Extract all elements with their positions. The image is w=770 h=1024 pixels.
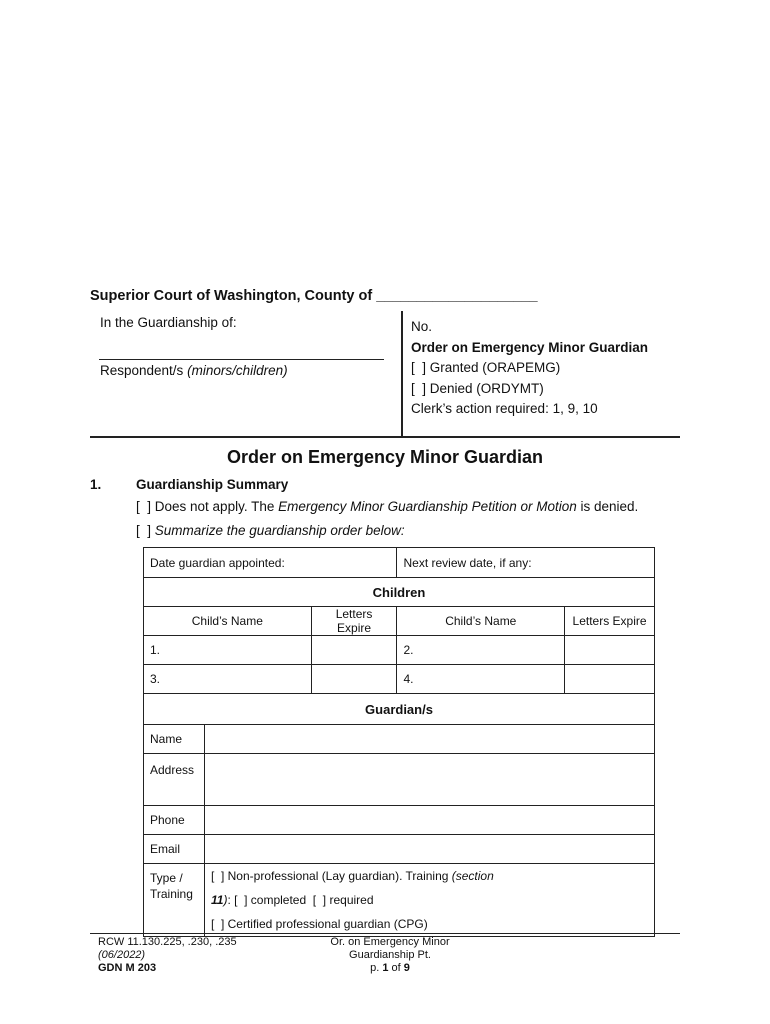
summarize-option[interactable] (136, 523, 405, 538)
next-review-cell[interactable]: Next review date, if any: (397, 548, 655, 578)
footer-center (300, 936, 480, 975)
respondent-name-line[interactable] (99, 359, 384, 360)
email-label: Email (144, 835, 205, 864)
child-1-expire-cell[interactable] (311, 636, 397, 665)
section-ref-number: 11 (210, 893, 224, 907)
type-training-label (144, 864, 205, 937)
child-3-expire-cell[interactable] (311, 665, 397, 694)
court-heading (90, 288, 538, 304)
dates-row (144, 548, 655, 578)
page-total: 9 (403, 962, 410, 974)
guardian-name-row (144, 725, 655, 754)
footer-date: (06/2022) (98, 949, 146, 961)
caption-right (411, 317, 648, 420)
training-status-options[interactable]: : [ ] completed [ ] required (227, 893, 374, 907)
caption-doc-title: Order on Emergency Minor Guardian (411, 339, 649, 355)
section-heading: Guardianship Summary (136, 477, 289, 492)
section-ref-close: ) (223, 893, 228, 907)
child-4-cell[interactable]: 4. (397, 665, 565, 694)
guardian-address-field[interactable] (204, 754, 654, 806)
summarize-text: Summarize the guardianship order below: (151, 523, 405, 538)
case-caption (90, 311, 680, 437)
does-not-apply-text: Does not apply. The (151, 499, 279, 514)
guardian-name-field[interactable] (204, 725, 654, 754)
caption-bottom-rule (90, 436, 680, 438)
footer-left (98, 936, 237, 975)
training-label: Training (150, 887, 193, 901)
does-not-apply-checkbox[interactable]: [ ] (136, 499, 152, 514)
footer-short-title-2: Guardianship Pt. (349, 949, 431, 961)
section-number: 1. (90, 477, 102, 492)
footer-form-number: GDN M 203 (98, 962, 157, 974)
footer-short-title-1: Or. on Emergency Minor (330, 936, 450, 948)
phone-label: Phone (144, 806, 205, 835)
guardian-type-field (204, 864, 654, 937)
page-prefix: p. (370, 962, 383, 974)
footer-rcw: RCW 11.130.225, .230, .235 (98, 936, 237, 948)
guardian-email-row (144, 835, 655, 864)
child-2-expire-cell[interactable] (565, 636, 655, 665)
denied-text: is denied. (576, 499, 639, 514)
guardians-header: Guardian/s (144, 694, 655, 725)
caption-divider (401, 311, 403, 437)
children-row-2 (144, 665, 655, 694)
guardian-email-field[interactable] (204, 835, 654, 864)
denied-checkbox[interactable]: [ ] Denied (ORDYMT) (411, 380, 544, 396)
respondent-label-text: Respondent/s (100, 363, 184, 378)
children-header-row (144, 578, 655, 607)
does-not-apply-option[interactable] (136, 499, 638, 514)
petition-name: Emergency Minor Guardianship Petition or Motion (278, 499, 577, 514)
guardian-phone-field[interactable] (204, 806, 654, 835)
document-title: Order on Emergency Minor Guardian (226, 447, 544, 467)
lay-guardian-text: [ ] Non-professional (Lay guardian). Training (210, 869, 452, 883)
respondent-note: (minors/children) (187, 363, 288, 378)
child-3-cell[interactable]: 3. (144, 665, 312, 694)
section-ref-open: (section (451, 869, 494, 883)
child-name-header-2: Child’s Name (397, 607, 565, 636)
address-label: Address (144, 754, 205, 806)
guardian-type-row (144, 864, 655, 937)
child-4-expire-cell[interactable] (565, 665, 655, 694)
children-row-1 (144, 636, 655, 665)
case-number-label: No. (411, 319, 433, 334)
footer-page-number (300, 962, 480, 975)
guardian-address-row (144, 754, 655, 806)
guardian-phone-row (144, 806, 655, 835)
respondent-label (100, 363, 288, 378)
lay-guardian-option[interactable] (211, 864, 648, 912)
clerk-action-text: Clerk’s action required: 1, 9, 10 (411, 401, 598, 416)
page-of: of (388, 962, 404, 974)
name-label: Name (144, 725, 205, 754)
guardians-header-row (144, 694, 655, 725)
court-prefix: Superior Court of Washington, County of (90, 288, 373, 304)
granted-checkbox[interactable]: [ ] Granted (ORAPEMG) (411, 360, 561, 375)
county-blank[interactable]: ____________________ (376, 288, 538, 304)
letters-expire-header-1: Letters Expire (311, 607, 397, 636)
child-2-cell[interactable]: 2. (397, 636, 565, 665)
footer-rule (90, 933, 680, 934)
children-columns-row (144, 607, 655, 636)
child-name-header-1: Child’s Name (144, 607, 312, 636)
page-current: 1 (382, 962, 389, 974)
child-1-cell[interactable]: 1. (144, 636, 312, 665)
in-the-matter-label: In the Guardianship of: (100, 315, 237, 330)
guardianship-summary-table (143, 547, 655, 937)
children-header: Children (144, 578, 655, 607)
type-label: Type / (150, 871, 183, 885)
date-appointed-cell[interactable]: Date guardian appointed: (144, 548, 397, 578)
letters-expire-header-2: Letters Expire (565, 607, 655, 636)
summarize-checkbox[interactable]: [ ] (136, 523, 152, 538)
cpg-option[interactable]: [ ] Certified professional guardian (CPG) (210, 917, 428, 931)
